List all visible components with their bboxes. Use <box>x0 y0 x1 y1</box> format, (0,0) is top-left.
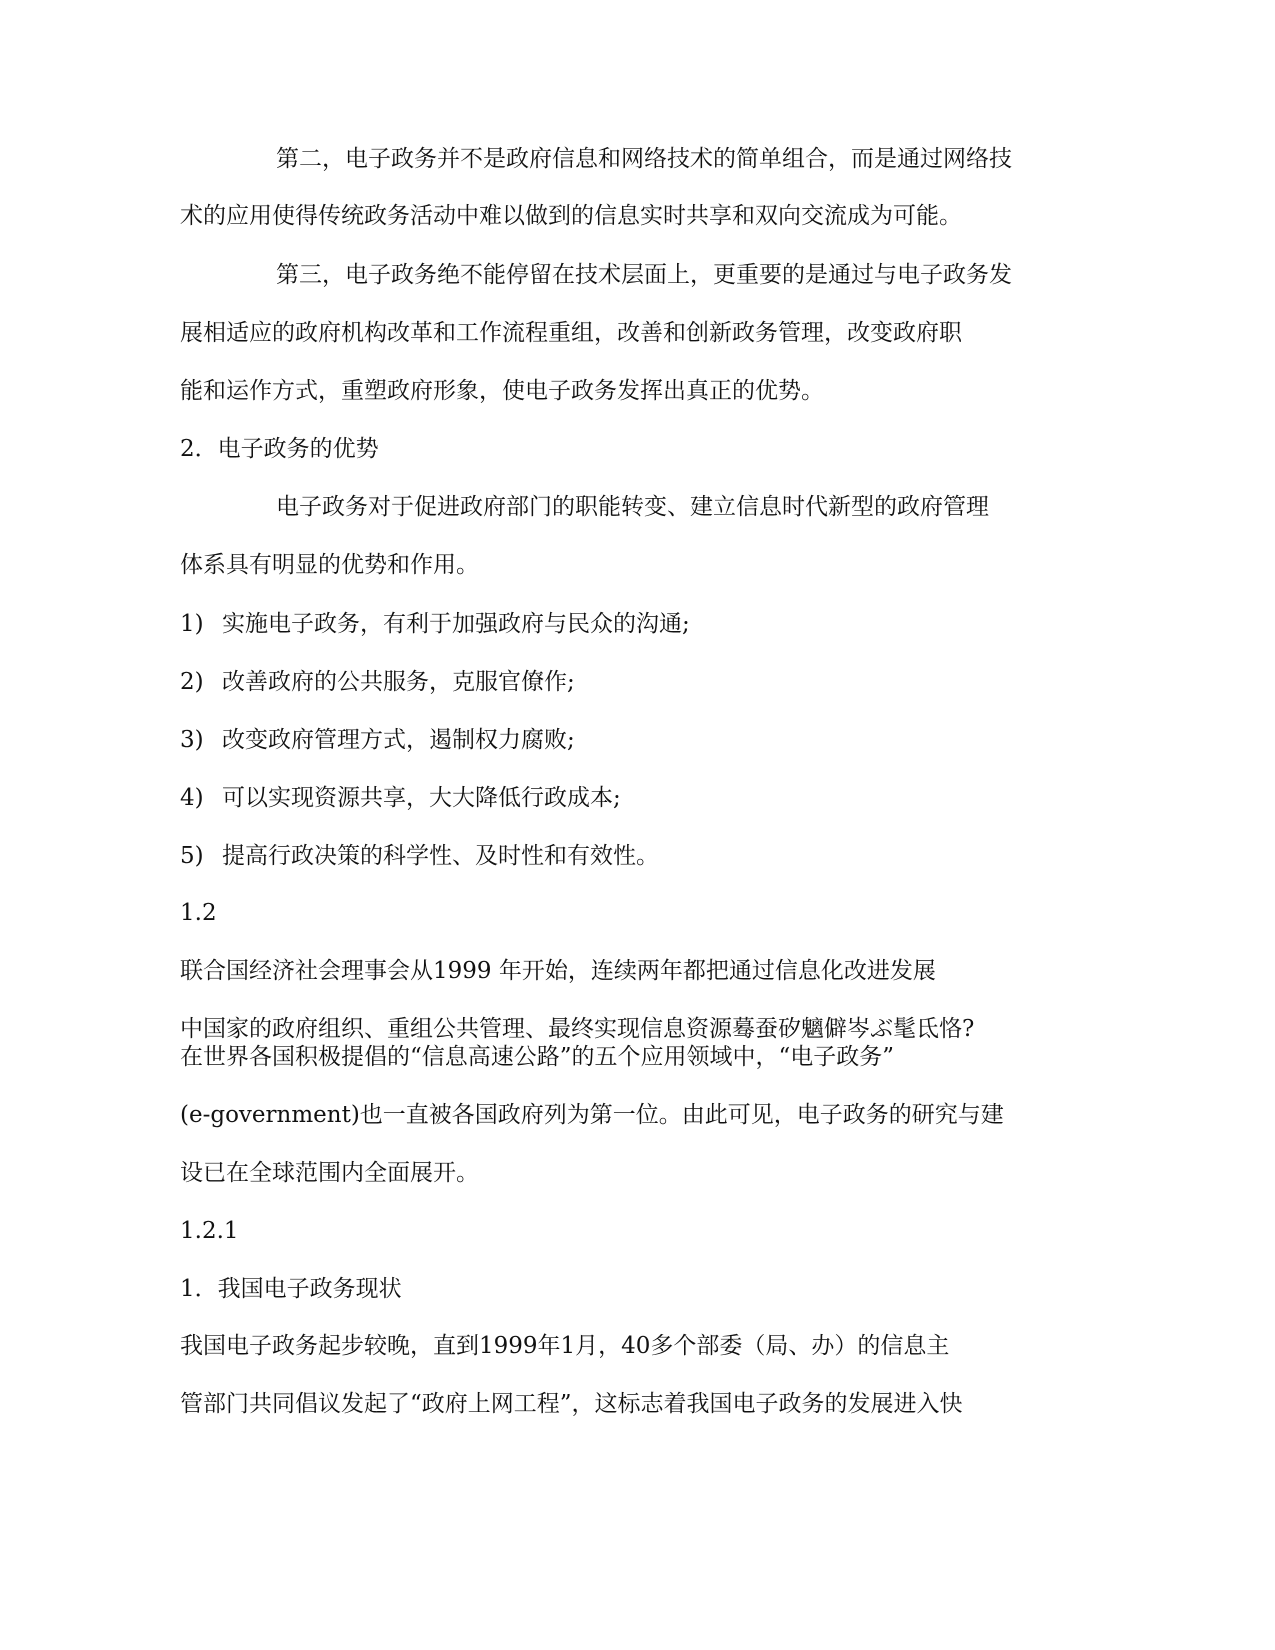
list-item-number: 4) <box>180 785 204 811</box>
paragraph-line: 我国电子政务起步较晚，直到1999年1月，40多个部委（局、办）的信息主 <box>180 1333 950 1359</box>
paragraph-line: 第二，电子政务并不是政府信息和网络技术的简单组合，而是通过网络技 <box>276 146 1012 172</box>
list-item-number: 2) <box>180 669 204 695</box>
list-item <box>180 841 659 871</box>
list-item <box>180 609 690 639</box>
paragraph-line: 展相适应的政府机构改革和工作流程重组，改善和创新政务管理，改变政府职 <box>180 320 962 346</box>
list-item-text: 可以实现资源共享，大大降低行政成本; <box>222 785 621 811</box>
list-item <box>180 667 575 697</box>
paragraph-line: 设已在全球范围内全面展开。 <box>180 1160 479 1186</box>
paragraph-line: 电子政务对于促进政府部门的职能转变、建立信息时代新型的政府管理 <box>276 494 989 520</box>
paragraph-line: 在世界各国积极提倡的“信息高速公路”的五个应用领域中，“电子政务” <box>180 1044 895 1070</box>
list-item-text: 实施电子政务，有利于加强政府与民众的沟通; <box>222 611 690 637</box>
paragraph-line: 联合国经济社会理事会从1999 年开始，连续两年都把通过信息化改进发展 <box>180 958 936 984</box>
paragraph-line: 术的应用使得传统政务活动中难以做到的信息实时共享和双向交流成为可能。 <box>180 203 962 229</box>
list-item-text: 提高行政决策的科学性、及时性和有效性。 <box>222 843 659 869</box>
section-heading: 2．电子政务的优势 <box>180 436 379 462</box>
list-item <box>180 783 621 813</box>
section-heading: 1．我国电子政务现状 <box>180 1276 402 1302</box>
list-item-number: 1) <box>180 611 204 637</box>
list-item-number: 5) <box>180 843 204 869</box>
list-item-text: 改变政府管理方式，遏制权力腐败; <box>222 727 575 753</box>
paragraph-line: (e-government)也一直被各国政府列为第一位。由此可见，电子政务的研究与建 <box>180 1102 1004 1128</box>
list-item-number: 3) <box>180 727 204 753</box>
paragraph-line: 第三，电子政务绝不能停留在技术层面上，更重要的是通过与电子政务发 <box>276 262 1012 288</box>
section-number: 1.2.1 <box>180 1218 239 1244</box>
paragraph-line: 体系具有明显的优势和作用。 <box>180 552 479 578</box>
paragraph-line: 管部门共同倡议发起了“政府上网工程”，这标志着我国电子政务的发展进入快 <box>180 1391 963 1417</box>
section-number: 1.2 <box>180 900 217 926</box>
paragraph-line: 能和运作方式，重塑政府形象，使电子政务发挥出真正的优势。 <box>180 378 824 404</box>
paragraph-line: 中国家的政府组织、重组公共管理、最终实现信息资源蓦蚕矽魑僻岑ぶ髦氐恪? <box>180 1016 975 1042</box>
list-item-text: 改善政府的公共服务，克服官僚作; <box>222 669 575 695</box>
list-item <box>180 725 575 755</box>
